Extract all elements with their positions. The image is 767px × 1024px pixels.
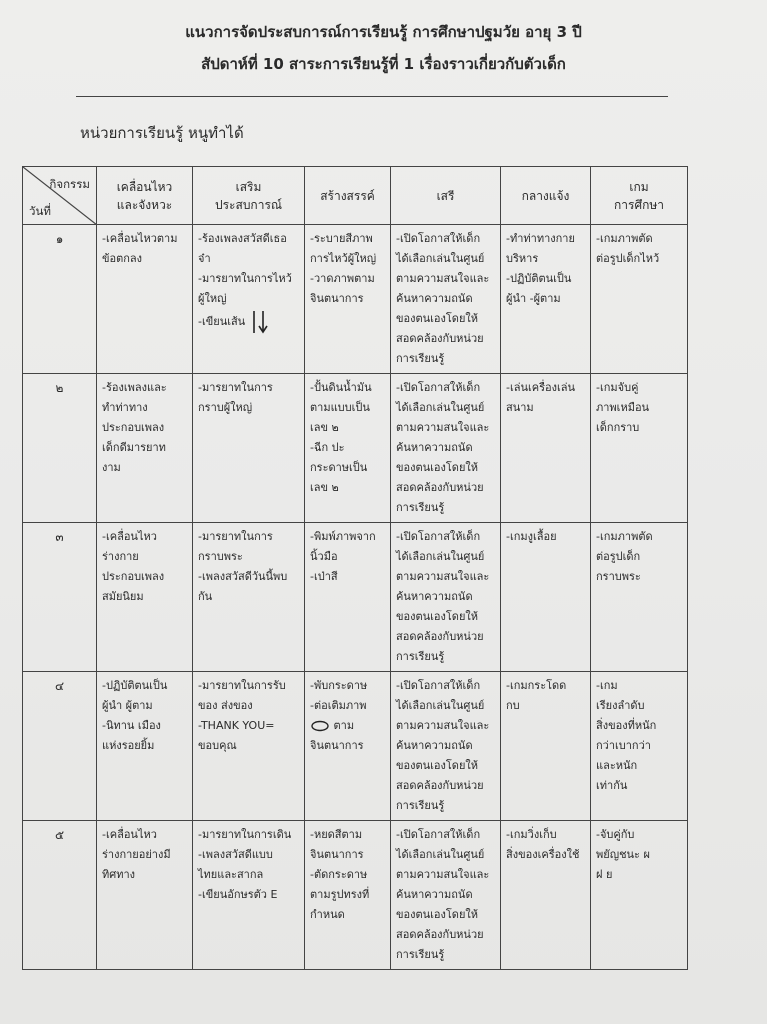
activity-cell-outdoor xyxy=(501,225,591,374)
activity-cell-enrichment xyxy=(193,672,305,821)
cell-text-line: -เพลงสวัสดีวันนี้พบ xyxy=(198,570,288,583)
cell-text-line: จินตนาการ xyxy=(310,739,364,752)
cell-text-line: กบ xyxy=(506,699,520,712)
cell-text-line: การเรียนรู้ xyxy=(396,650,445,663)
cell-text-line: ทำท่าทาง xyxy=(102,401,148,414)
cell-text-line: ได้เลือกเล่นในศูนย์ xyxy=(396,699,485,712)
cell-text-line: กำหนด xyxy=(310,908,345,921)
cell-text-line: -เปิดโอกาสให้เด็ก xyxy=(396,232,481,245)
activity-cell-outdoor xyxy=(501,672,591,821)
title-divider xyxy=(76,96,668,97)
column-header-creative xyxy=(305,167,391,225)
table-row xyxy=(23,821,688,970)
activity-cell-enrichment xyxy=(193,523,305,672)
cell-text-line: ค้นหาความถนัด xyxy=(396,739,473,752)
cell-text-line: กระดาษเป็น xyxy=(310,461,368,474)
cell-text-line: ตามความสนใจและ xyxy=(396,421,490,434)
cell-text-line: ต่อรูปเด็ก xyxy=(596,550,641,563)
day-number-cell: ๒ xyxy=(23,374,97,523)
cell-text-line: -ระบายสีภาพ xyxy=(310,232,373,245)
cell-text-line: ข้อตกลง xyxy=(102,252,143,265)
cell-text-line: -มารยาทในการไหว้ xyxy=(198,272,292,285)
cell-text-line: ร่างกาย xyxy=(102,550,139,563)
cell-text-line: ประกอบเพลง xyxy=(102,421,165,434)
activity-cell-movement xyxy=(97,821,193,970)
vertical-line-arrow-icon xyxy=(249,309,271,335)
cell-text-line: -มารยาทในการรับ xyxy=(198,679,286,692)
cell-text-line: นิ้วมือ xyxy=(310,550,338,563)
cell-text-line: ของตนเองโดยให้ xyxy=(396,908,479,921)
cell-text-line: -มารยาทในการเดิน xyxy=(198,828,292,841)
activity-cell-outdoor xyxy=(501,523,591,672)
table-row xyxy=(23,523,688,672)
activity-cell-creative xyxy=(305,225,391,374)
cell-text-line: การเรียนรู้ xyxy=(396,352,445,365)
cell-text-line: เลข ๒ xyxy=(310,421,339,434)
cell-text-line: -ปั้นดินน้ำมัน xyxy=(310,381,372,394)
cell-text-line: ร่างกายอย่างมี xyxy=(102,848,171,861)
cell-text-line: กราบพระ xyxy=(198,550,243,563)
activity-cell-free-play xyxy=(391,225,501,374)
cell-text-line: ผู้นำ ผู้ตาม xyxy=(102,699,153,712)
cell-text-line: จินตนาการ xyxy=(310,292,364,305)
cell-text-line: -ตัดกระดาษ xyxy=(310,868,368,881)
cell-text-line: สอดคล้องกับหน่วย xyxy=(396,928,484,941)
cell-text-line: เด็กดีมารยาท xyxy=(102,441,166,454)
activity-cell-outdoor xyxy=(501,374,591,523)
cell-text-line: ภาพเหมือน xyxy=(596,401,650,414)
cell-text-line: ตามความสนใจและ xyxy=(396,570,490,583)
cell-text-line: ค้นหาความถนัด xyxy=(396,590,473,603)
cell-text-line: -หยดสีตาม xyxy=(310,828,363,841)
cell-text-line: ฝ ย xyxy=(596,868,613,881)
activity-cell-free-play xyxy=(391,821,501,970)
cell-text-line: -ร้องเพลงและ xyxy=(102,381,167,394)
activity-cell-enrichment xyxy=(193,225,305,374)
activity-cell-educational-game xyxy=(591,374,688,523)
cell-text-line: -เกมกระโดด xyxy=(506,679,567,692)
table-header-row xyxy=(23,167,688,225)
cell-text-line: เรียงลำดับ xyxy=(596,699,645,712)
cell-text-line: กว่าเบากว่า xyxy=(596,739,651,752)
cell-text-line: -จับคู่กับ xyxy=(596,828,635,841)
cell-text-line: การเรียนรู้ xyxy=(396,501,445,514)
cell-text-line: กัน xyxy=(198,590,213,603)
cell-text-line: สอดคล้องกับหน่วย xyxy=(396,779,484,792)
cell-text-line: -THANK YOU= xyxy=(198,719,275,732)
cell-text-line: ประกอบเพลง xyxy=(102,570,165,583)
cell-text-line: ต่อรูปเด็กไหว้ xyxy=(596,252,660,265)
cell-text-line: พยัญชนะ ผ xyxy=(596,848,650,861)
activity-cell-educational-game xyxy=(591,523,688,672)
cell-text-line: สิ่งของที่หนัก xyxy=(596,719,657,732)
activity-cell-free-play xyxy=(391,374,501,523)
cell-text-line: -เล่นเครื่องเล่น xyxy=(506,381,576,394)
cell-text-line: -เกมภาพตัด xyxy=(596,232,653,245)
cell-text-line: -มารยาทในการ xyxy=(198,530,273,543)
cell-text-line: -เปิดโอกาสให้เด็ก xyxy=(396,530,481,543)
cell-text-line: ได้เลือกเล่นในศูนย์ xyxy=(396,252,485,265)
cell-text-line: ตามความสนใจและ xyxy=(396,868,490,881)
corner-header-cell xyxy=(23,167,97,225)
cell-text-line: ได้เลือกเล่นในศูนย์ xyxy=(396,550,485,563)
cell-text-line: เกม xyxy=(629,179,649,194)
cell-text-line: ของตนเองโดยให้ xyxy=(396,610,479,623)
cell-text-line: สิ่งของเครื่องใช้ xyxy=(506,848,580,861)
cell-text-line: ตามความสนใจและ xyxy=(396,272,490,285)
cell-text-line: ของตนเองโดยให้ xyxy=(396,759,479,772)
cell-text-line: ค้นหาความถนัด xyxy=(396,292,473,305)
cell-text-line: -เปิดโอกาสให้เด็ก xyxy=(396,679,481,692)
cell-text-line: สมัยนิยม xyxy=(102,590,144,603)
activity-cell-creative xyxy=(305,821,391,970)
cell-text-line: -เกมวิ่งเก็บ xyxy=(506,828,557,841)
column-header-movement xyxy=(97,167,193,225)
oval-shape-icon xyxy=(310,720,330,732)
cell-text-line: -ปฏิบัติตนเป็น xyxy=(102,679,168,692)
cell-text-line: ขอบคุณ xyxy=(198,739,237,752)
activity-cell-free-play xyxy=(391,672,501,821)
activity-cell-movement xyxy=(97,374,193,523)
cell-text-line: ได้เลือกเล่นในศูนย์ xyxy=(396,848,485,861)
activity-cell-creative xyxy=(305,374,391,523)
cell-text-line: ค้นหาความถนัด xyxy=(396,441,473,454)
cell-text-line: การเรียนรู้ xyxy=(396,948,445,961)
cell-text-line: แห่งรอยยิ้ม xyxy=(102,739,155,752)
column-header-outdoor xyxy=(501,167,591,225)
cell-text-line: ผู้ใหญ่ xyxy=(198,292,227,305)
day-number-cell: ๑ xyxy=(23,225,97,374)
cell-text-line: ตามรูปทรงที่ xyxy=(310,888,370,901)
day-number-cell: ๓ xyxy=(23,523,97,672)
cell-text-line: การเรียนรู้ xyxy=(396,799,445,812)
cell-text-line: และจังหวะ xyxy=(116,197,173,212)
cell-text-line: ตาม xyxy=(310,716,385,736)
cell-text-line: -ปฏิบัติตนเป็น xyxy=(506,272,572,285)
cell-text-line: เลข ๒ xyxy=(310,481,339,494)
cell-text-line: บริหาร xyxy=(506,252,539,265)
activity-cell-educational-game xyxy=(591,225,688,374)
cell-text-line: กลางแจ้ง xyxy=(521,188,570,203)
activity-cell-movement xyxy=(97,523,193,672)
cell-text-line: -เป่าสี xyxy=(310,570,338,583)
activity-schedule-table xyxy=(22,166,688,970)
cell-text-line: สอดคล้องกับหน่วย xyxy=(396,332,484,345)
cell-text-line: สนาม xyxy=(506,401,534,414)
cell-text-line: -เคลื่อนไหว xyxy=(102,530,157,543)
activity-cell-free-play xyxy=(391,523,501,672)
activity-cell-enrichment xyxy=(193,374,305,523)
activity-cell-creative xyxy=(305,672,391,821)
cell-text-line: -นิทาน เมือง xyxy=(102,719,161,732)
cell-text-line: -ร้องเพลงสวัสดีเธอ xyxy=(198,232,287,245)
cell-text-line: ตามแบบเป็น xyxy=(310,401,370,414)
cell-text-line: จินตนาการ xyxy=(310,848,364,861)
cell-text-line: -ฉีก ปะ xyxy=(310,441,345,454)
activity-cell-creative xyxy=(305,523,391,672)
cell-text-line: เสริม xyxy=(235,179,262,194)
cell-text-line: -เกมงูเลื้อย xyxy=(506,530,557,543)
cell-text-line: กราบพระ xyxy=(596,570,641,583)
activity-cell-movement xyxy=(97,225,193,374)
corner-label-activity: กิจกรรม xyxy=(49,177,90,191)
cell-text-line: การศึกษา xyxy=(614,197,664,212)
cell-text-line: -เกม xyxy=(596,679,618,692)
table-row xyxy=(23,374,688,523)
cell-text-line: ตามความสนใจและ xyxy=(396,719,490,732)
cell-text-line: -วาดภาพตาม xyxy=(310,272,375,285)
learning-unit-label: หน่วยการเรียนรู้ หนูทำได้ xyxy=(80,124,244,142)
cell-text-line: -มารยาทในการ xyxy=(198,381,273,394)
activity-cell-enrichment xyxy=(193,821,305,970)
cell-text-line: ประสบการณ์ xyxy=(214,197,283,212)
cell-text-line: -เปิดโอกาสให้เด็ก xyxy=(396,381,481,394)
corner-label-day: วันที่ xyxy=(29,204,51,218)
cell-text-line: กราบผู้ใหญ่ xyxy=(198,401,253,414)
activity-cell-movement xyxy=(97,672,193,821)
table-row xyxy=(23,672,688,821)
cell-text-line: และหนัก xyxy=(596,759,638,772)
cell-text-line: ของตนเองโดยให้ xyxy=(396,312,479,325)
document-subtitle: สัปดาห์ที่ 10 สาระการเรียนรู้ที่ 1 เรื่องราวเกี่ยวกับตัวเด็ก xyxy=(201,55,566,73)
cell-text-line: -เคลื่อนไหวตาม xyxy=(102,232,178,245)
column-header-enrichment xyxy=(193,167,305,225)
cell-text-line: -พับกระดาษ xyxy=(310,679,368,692)
cell-text-line: สอดคล้องกับหน่วย xyxy=(396,630,484,643)
cell-text-line: -เปิดโอกาสให้เด็ก xyxy=(396,828,481,841)
day-number-cell: ๔ xyxy=(23,672,97,821)
document-title: แนวการจัดประสบการณ์การเรียนรู้ การศึกษาปฐมวัย อายุ 3 ปี xyxy=(185,23,582,41)
cell-text-line: ของตนเองโดยให้ xyxy=(396,461,479,474)
cell-text-line: -เพลงสวัสดีแบบ xyxy=(198,848,273,861)
column-header-free-play xyxy=(391,167,501,225)
day-number-cell: ๕ xyxy=(23,821,97,970)
cell-text-line: จ๋า xyxy=(198,252,211,265)
cell-text-line: เด็กกราบ xyxy=(596,421,640,434)
cell-text-line: -เขียนเส้น xyxy=(198,309,299,335)
cell-text-line: การไหว้ผู้ใหญ่ xyxy=(310,252,377,265)
cell-text-line: เท่ากัน xyxy=(596,779,628,792)
table-row xyxy=(23,225,688,374)
cell-text-line: ค้นหาความถนัด xyxy=(396,888,473,901)
cell-text-line: ผู้นำ -ผู้ตาม xyxy=(506,292,561,305)
cell-text-line: -เขียนอักษรตัว E xyxy=(198,888,278,901)
cell-text-line: ไทยและสากล xyxy=(198,868,264,881)
cell-text-line: เคลื่อนไหว xyxy=(116,179,173,194)
activity-cell-outdoor xyxy=(501,821,591,970)
cell-text-line: เสรี xyxy=(436,188,455,203)
cell-text-line: -พิมพ์ภาพจาก xyxy=(310,530,376,543)
cell-text-line: -ต่อเติมภาพ xyxy=(310,699,367,712)
cell-text-line: ของ ส่งของ xyxy=(198,699,253,712)
cell-text-line: สร้างสรรค์ xyxy=(320,188,375,203)
cell-text-line: สอดคล้องกับหน่วย xyxy=(396,481,484,494)
column-header-educational-game xyxy=(591,167,688,225)
cell-text-line: -เกมภาพตัด xyxy=(596,530,653,543)
cell-text-line: ได้เลือกเล่นในศูนย์ xyxy=(396,401,485,414)
cell-text-line: -เคลื่อนไหว xyxy=(102,828,157,841)
cell-text-line: -เกมจับคู่ xyxy=(596,381,639,394)
cell-text-line: -ทำท่าทางกาย xyxy=(506,232,575,245)
activity-cell-educational-game xyxy=(591,672,688,821)
cell-text-line: งาม xyxy=(102,461,121,474)
cell-text-line: ทิศทาง xyxy=(102,868,136,881)
activity-cell-educational-game xyxy=(591,821,688,970)
